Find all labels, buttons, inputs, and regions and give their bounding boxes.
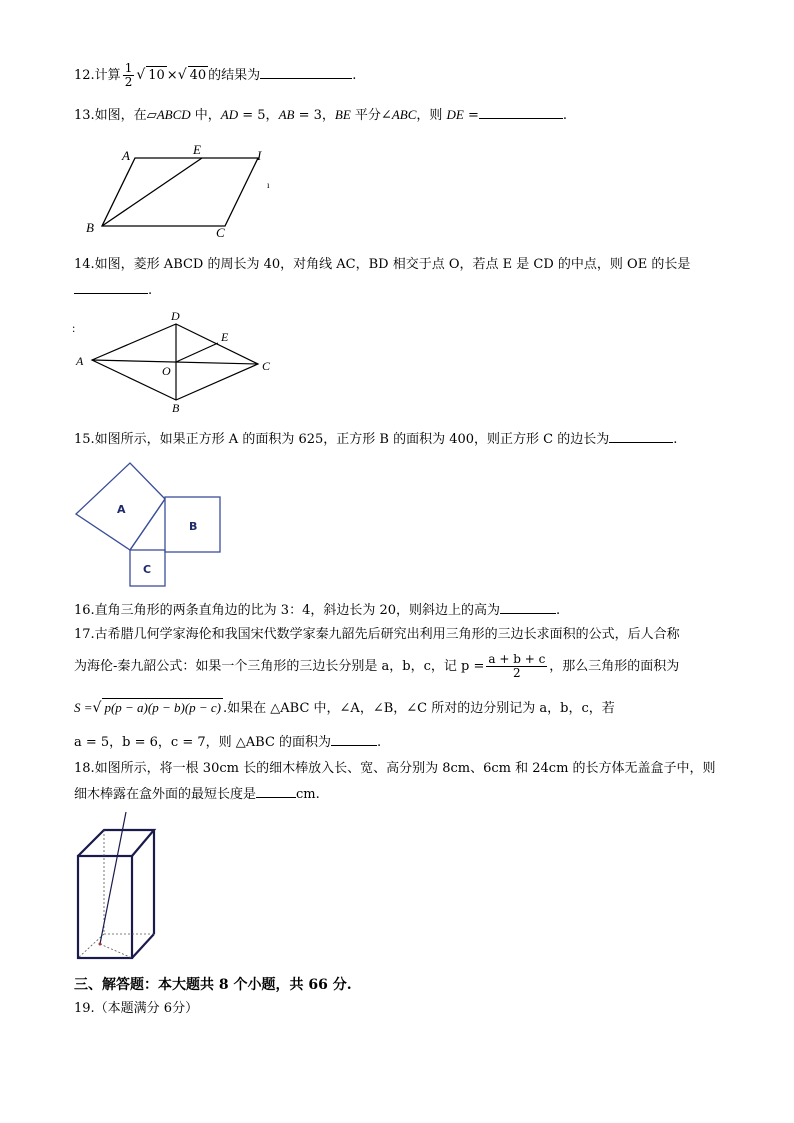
q12-frac-num: 1 — [124, 61, 133, 75]
q18-text: 18.如图所示，将一根 30cm 长的细木棒放入长、宽、高分别为 8cm、6cm 和 24cm 的长方体无盖盒子中，则 — [74, 761, 716, 776]
question-19 — [74, 1000, 734, 1018]
q12-times: × — [166, 68, 178, 83]
q13-text: 平分∠ — [350, 108, 392, 123]
q17-text: 为海伦-秦九韶公式：如果一个三角形的三边长分别是 a，b，c，记 p = — [74, 659, 485, 674]
question-13 — [74, 106, 734, 125]
q12-radicand-1: 10 — [148, 68, 165, 83]
radical-sign: √ — [92, 700, 102, 716]
stray-mark: : — [72, 321, 76, 335]
q17-end: . — [377, 735, 382, 750]
q17-text: .如果在 △ABC 中，∠A，∠B，∠C 所对的边分别记为 a，b，c，若 — [223, 701, 615, 716]
box-front-face — [78, 856, 132, 958]
stray-mark: ı — [267, 180, 270, 190]
label-c: C — [262, 359, 271, 373]
diagonal-bottom — [100, 944, 132, 958]
question-17-line-3 — [74, 698, 734, 718]
q12-prefix: 12.计算 — [74, 68, 121, 83]
answer-blank[interactable] — [500, 601, 556, 614]
question-17-line-4 — [74, 733, 734, 752]
label-d: I — [257, 148, 262, 163]
q14-end: . — [148, 283, 153, 298]
q13-text: = 3， — [294, 108, 335, 123]
answer-blank[interactable] — [74, 281, 148, 294]
q13-math: DE — [446, 107, 464, 122]
q17-frac-den: 2 — [513, 666, 521, 680]
question-17-line-2 — [74, 652, 734, 682]
hidden-edge — [78, 934, 104, 958]
q18-unit: cm. — [296, 787, 320, 802]
q13-text: = 5， — [238, 108, 279, 123]
q13-math: AB — [278, 107, 295, 122]
parallelogram-symbol: ▱ — [146, 108, 157, 123]
answer-blank[interactable] — [260, 66, 352, 79]
q13-math: ABC — [391, 107, 417, 122]
segment-oe — [176, 343, 218, 362]
label-e: E — [221, 330, 229, 344]
q15-text: 15.如图所示，如果正方形 A 的面积为 625，正方形 B 的面积为 400，则正方形 C 的边长为 — [74, 432, 610, 447]
label-c: C — [216, 225, 225, 240]
label-a: A — [117, 503, 126, 516]
q13-math: BE — [334, 107, 351, 122]
q13-math: ABCD — [156, 107, 191, 122]
question-17-line-1 — [74, 626, 734, 644]
label-c: C — [143, 563, 152, 576]
question-12 — [74, 62, 734, 89]
formula-radicand: p(p − a)(p − b)(p − c) — [104, 700, 222, 715]
radical-sign: √ — [177, 67, 187, 83]
answer-blank[interactable] — [331, 733, 377, 746]
q12-radicand-2: 40 — [189, 68, 207, 83]
q12-fraction — [123, 62, 135, 89]
answer-blank[interactable] — [479, 106, 563, 119]
segment-be — [102, 158, 202, 226]
label-o: O — [162, 364, 171, 378]
label-e: E — [193, 142, 201, 157]
triangle-hypotenuse — [130, 499, 165, 550]
question-16 — [74, 601, 734, 620]
label-b: B — [86, 220, 94, 235]
label-a: A — [122, 148, 130, 163]
q13-math: AD — [220, 107, 239, 122]
answer-blank[interactable] — [609, 430, 673, 443]
parallelogram-shape — [102, 158, 258, 226]
q16-end: . — [556, 603, 561, 618]
label-a: A — [76, 354, 84, 368]
q15-end: . — [673, 432, 678, 447]
q14-text: 14.如图，菱形 ABCD 的周长为 40，对角线 AC，BD 相交于点 O，若点 E 是 CD 的中点，则 OE 的长是 — [74, 257, 691, 272]
q13-text: 13.如图，在 — [74, 108, 147, 123]
radical-sign: √ — [136, 67, 146, 83]
label-b: B — [189, 520, 198, 533]
q17-text: 17.古希腊几何学家海伦和我国宋代数学家秦九韶先后研究出利用三角形的三边长求面积的公式，后人合称 — [74, 627, 680, 642]
section-heading: 三、解答题：本大题共 8 个小题，共 66 分. — [74, 977, 352, 993]
question-18-line-2 — [74, 785, 734, 804]
q17-text: ，那么三角形的面积为 — [549, 659, 680, 674]
q13-end: . — [562, 108, 568, 123]
question-15 — [74, 430, 734, 449]
question-14-line-1 — [74, 256, 734, 274]
q16-text: 16.直角三角形的两条直角边的比为 3：4，斜边长为 20，则斜边上的高为 — [74, 603, 501, 618]
question-14-line-2 — [74, 281, 734, 300]
q13-text: = — [463, 108, 479, 123]
q12-suffix: 的结果为 — [208, 68, 261, 83]
q17-fraction — [486, 653, 547, 680]
q12-end: . — [352, 68, 357, 83]
q13-text: 中， — [190, 108, 221, 123]
q19-text: 19.（本题满分 6分） — [74, 1001, 199, 1016]
label-d: D — [171, 309, 180, 323]
diagonal-ac — [92, 360, 258, 364]
parallelogram-figure — [80, 142, 280, 242]
box-bottom-edge — [132, 934, 154, 958]
q17-text: a = 5，b = 6，c = 7，则 △ABC 的面积为 — [74, 735, 332, 750]
q13-text: ，则 — [416, 108, 447, 123]
pythagorean-squares-figure — [72, 458, 232, 593]
rhombus-figure — [72, 308, 282, 418]
q18-text: 细木棒露在盒外面的最短长度是 — [74, 787, 257, 802]
stick-end-point — [99, 943, 102, 946]
box-top-face — [78, 830, 154, 856]
box-with-stick-figure — [70, 812, 180, 962]
label-b: B — [172, 401, 180, 415]
question-18-line-1 — [74, 760, 734, 778]
formula-lhs: S = — [74, 700, 93, 715]
answer-blank[interactable] — [256, 785, 296, 798]
q12-frac-den: 2 — [124, 75, 133, 89]
q17-frac-num: a + b + c — [488, 652, 546, 666]
